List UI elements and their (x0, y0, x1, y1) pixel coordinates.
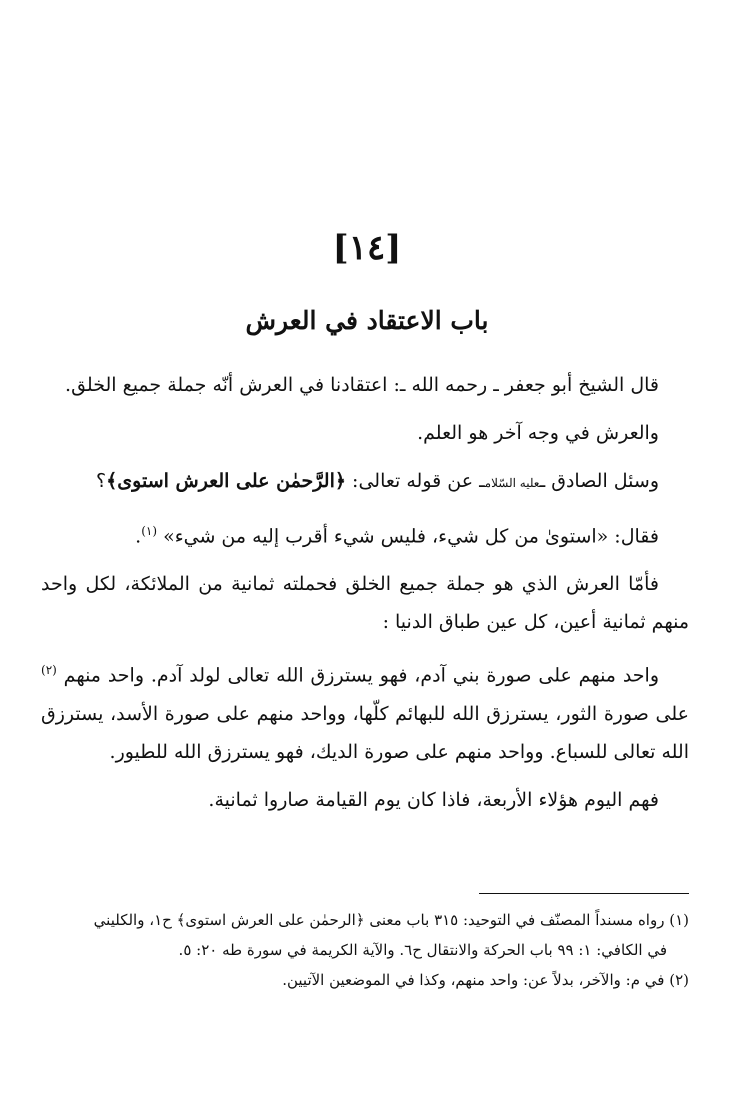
footnotes (41, 906, 689, 996)
chapter-title: باب الاعتقاد في العرش (245, 306, 489, 335)
footnote-ref-1: (١) (141, 524, 158, 538)
paragraph-5: فأمّا العرش الذي هو جملة جميع الخلق فحملته ثمانية من الملائكة، لكل واحد منهم ثمانية أعين، كل عين طباق الدنيا : (41, 573, 689, 634)
p6-before: واحد منهم على صورة بني آدم، فهو يسترزق الله تعالى لولد آدم. واحد منهم (63, 664, 659, 687)
footnote-divider (479, 893, 689, 894)
paragraph-1: قال الشيخ أبو جعفر ـ رحمه الله ـ: اعتقادنا في العرش أنّه جملة جميع الخلق. (65, 374, 659, 396)
paragraph-4 (41, 512, 689, 555)
p3-middle: ـ عن قوله تعالى: (346, 470, 485, 492)
p3-after: ؟ (96, 470, 107, 492)
p4-text: فقال: «استوىٰ من كل شيء، فليس شيء أقرب إليه من شيء» (163, 525, 659, 548)
p6-after: على صورة الثور، يسترزق الله للبهائم كلّها، وواحد منهم على صورة الأسد، يسترزق الله تعالى للسباع. وواحد منهم على صورة الديك، فهو يسترزق الله للطيور. (41, 702, 689, 763)
footnote-1-line-1: (١) رواه مسنداً المصنّف في التوحيد: ٣١٥ باب معنى ﴿الرحمٰن على العرش استوى﴾ ح١، والكليني (93, 911, 689, 929)
footnote-1-line-2: في الكافي: ١: ٩٩ باب الحركة والانتقال ح٦. والآية الكريمة في سورة طه ٢٠: ٥. (178, 941, 667, 959)
footnote-ref-2: (٢) (41, 663, 57, 678)
body-text (41, 366, 689, 829)
p3-before: وسئل الصادق ـ (539, 470, 659, 492)
paragraph-2: والعرش في وجه آخر هو العلم. (417, 422, 659, 444)
paragraph-7: فهم اليوم هؤلاء الأربعة، فاذا كان يوم القيامة صاروا ثمانية. (208, 788, 659, 811)
quran-quote: ﴿الرَّحمٰن على العرش استوى﴾ (106, 470, 346, 492)
p4-end: . (135, 525, 142, 548)
paragraph-3 (41, 462, 689, 502)
honorific: عليه السّلام (484, 476, 540, 490)
footnote-2: (٢) في م: والآخر، بدلاً عن: واحد منهم، وكذا في الموضعين الآتيين. (282, 971, 689, 989)
chapter-number: [١٤] (332, 228, 402, 268)
paragraph-6 (41, 651, 689, 770)
